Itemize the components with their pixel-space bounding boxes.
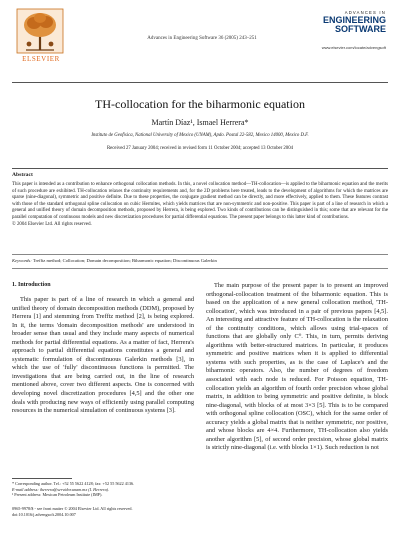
abstract-bottom-divider (12, 254, 388, 255)
header-divider (12, 82, 388, 83)
journal-brand (304, 10, 386, 50)
journal-brand-top: ADVANCES IN (344, 10, 386, 15)
abstract-heading: Abstract (12, 172, 33, 178)
journal-brand-line2: SOFTWARE (335, 24, 386, 34)
abstract-copyright: © 2004 Elsevier Ltd. All rights reserved. (12, 221, 92, 227)
journal-brand-line1: ENGINEERING (322, 15, 386, 25)
section-heading-introduction: 1. Introduction (12, 282, 51, 288)
keywords-text: Trefftz method; Collocation; Domain decomposition; Biharmonic equation; Discontinuous Galerkin (32, 258, 217, 263)
paper-title: TH-collocation for the biharmonic equation (95, 97, 305, 111)
footnotes (12, 481, 194, 498)
abstract-text: This paper is intended as a contribution to enhance orthogonal collocation methods. In this, a novel collocation method—TH-collocation—is applied to the biharmonic equation and the merits of such procedure are exhibited. TH-collocation relaxes the continuity requirements and, for the 2D problems here treated, leads to the development of algorithms for which the matrices are sparse (nine-diagonal), symmetric and positive definite. Due to these properties, the conjugate gradient method can be directly, and more effectively, applied to them. These features contrast with those of the standard orthogonal spline collocation on cubic Hermites, which yields matrices that are non-symmetric and non-positive. This paper is part of a line of research in which a general and unified theory of domain decomposition methods, proposed by Herrera, is being explored. Two kinds of contributions can be distinguished in this; some that are relevant for the parallel computation of continuous models and new discretization procedures for partial differential equations. The present paper belongs to this latter kind of contributions. (12, 182, 388, 220)
publisher-name: ELSEVIER (22, 55, 60, 63)
intro-paragraph-1: This paper is part of a line of research in which a general and unified theory of domain decomposition methods (DDM), proposed by Herrera [1] and stemming from Trefftz method [2], is being explored. In it, the terms 'domain decomposition methods' are understood in broader sense than usual and they include many aspects of numerical methods for partial differential equations. As a matter of fact, Herrera's approach to partial differential equations constitutes a general and systematic formulation of discontinuous Galerkin methods [3], in which the use of 'fully' discontinuous functions is permitted. The investigations that are being carried out, in the line of research mentioned above, cover two different aspects. One is concerned with developing novel discretization procedures [4,5] and the other one deals with producing new ways of efficiently using parallel computing resources in the numerical simulation of continuous systems [3]. (12, 296, 194, 415)
keywords (12, 258, 388, 263)
issn-line: 0965-9978/$ - see front matter © 2004 Elsevier Ltd. All rights reserved. (12, 506, 133, 511)
keywords-divider (12, 268, 388, 269)
paper-authors: Martín Díaz¹, Ismael Herrera* (151, 118, 249, 127)
abstract-body (12, 182, 388, 228)
issn-copyright (12, 506, 194, 517)
footnote-divider (12, 478, 72, 479)
right-column (206, 282, 388, 453)
received-dates: Received 27 January 2004; received in revised form 11 October 2004; accepted 13 October 2004 (106, 146, 294, 151)
doi-line[interactable]: doi:10.1016/j.advengsoft.2004.10.007 (12, 511, 76, 517)
journal-url-link[interactable]: www.elsevier.com/locate/advengsoft (321, 45, 386, 50)
footnote-present-address: ¹ Present address: Mexican Petroleum Institute (IMP). (12, 492, 103, 498)
intro-paragraph-2: The main purpose of the present paper is to present an improved orthogonal-collocation treatment of the biharmonic equation. This is based on the application of a new general collocation method, 'TH-collocation', which was introduced in a pair of previous papers [4,5]. An interesting and attractive feature of TH-collocation is the relaxation of the continuity conditions, which allows using trial-spaces of functions that are globally only C⁰. This, in turn, permits deriving algorithms with better-structured matrices. In particular, it produces symmetric and positive matrices when it is applied to differential systems with such properties, as is the case of Laplace's and the biharmonic operators. Also, the number of degrees of freedom associated with each node is reduced. For Poisson equation, TH-collocation yields an algorithm of fourth order precision whose global matrix, in addition to being symmetric and positive definite, is block nine-diagonal, with blocks of at most 3×3 [5]. This is to be compared with orthogonal spline collocation (OSC), which for the same order of accuracy yields a global matrix that is neither symmetric, nor positive, and whose blocks are 4×4. Furthermore, TH-collocation also yields another algorithm [5], of second order precision, whose global matrix is strictly nine-diagonal (i.e. with blocks 1×1). Such reduction is not (206, 282, 388, 452)
abstract-top-divider (12, 168, 388, 169)
keywords-label: Keywords: (12, 258, 32, 263)
journal-header (12, 8, 388, 80)
author-affiliation: Instituto de Geofisica, National University of Mexico (UNAM), Apdo. Postal 22-582, Mexico 14000, Mexico D.F. (91, 133, 309, 138)
elsevier-tree-logo-icon (16, 8, 64, 54)
journal-citation: Advances in Engineering Software 36 (2005) 243–251 (147, 36, 257, 41)
left-column (12, 282, 194, 416)
footnote-email: E-mail address: iherrera@servidor.unam.mx (I. Herrera). (12, 486, 110, 492)
footnote-corresponding-author: * Corresponding author. Tel.: +52 55 5622 4128; fax: +52 55 5622 4136. (12, 481, 135, 486)
